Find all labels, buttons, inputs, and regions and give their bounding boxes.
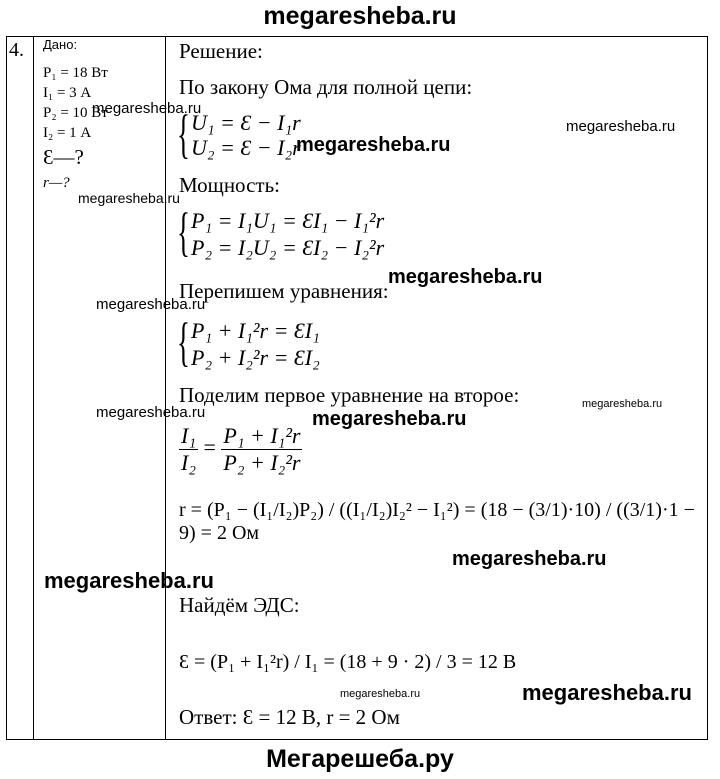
given-i1: I₁ = 3 А xyxy=(43,85,92,101)
given-i2: I₂ = 1 А xyxy=(43,125,92,141)
brace-icon: { xyxy=(177,202,190,262)
solution-title: Решение: xyxy=(179,39,263,63)
divide-label: Поделим первое уравнение на второе: xyxy=(179,383,520,407)
site-header: megaresheba.ru xyxy=(263,2,457,30)
eq-u2: U₂ = Ɛ − I₂r xyxy=(191,135,301,160)
eq-u1: U₁ = Ɛ − I₁r xyxy=(191,110,301,135)
watermark: megaresheba.ru xyxy=(582,398,663,410)
watermark: megaresheba.ru xyxy=(312,408,467,430)
ratio-rhs-numerator: P₁ + I₁²r xyxy=(223,423,301,448)
watermark: megaresheba.ru xyxy=(296,134,451,156)
task-number: 4. xyxy=(9,39,24,61)
watermark: megaresheba.ru xyxy=(92,100,202,117)
watermark: megaresheba.ru xyxy=(340,688,421,700)
column-divider xyxy=(165,37,166,739)
watermark: megaresheba.ru xyxy=(96,296,206,313)
given-p2: P₂ = 10 Вт xyxy=(43,105,108,121)
watermark: megaresheba.ru xyxy=(388,266,543,288)
watermark: megaresheba.ru xyxy=(96,404,206,421)
emf-expression: Ɛ = (P₁ + I₁²r) / I₁ = (18 + 9 · 2) / 3 = 12 В xyxy=(179,651,517,673)
ohm-law-label: По закону Ома для полной цепи: xyxy=(179,75,473,99)
brace-icon: { xyxy=(177,104,190,164)
ratio-lhs-denominator: I₂ xyxy=(181,450,196,475)
given-p1: P₁ = 18 Вт xyxy=(43,65,108,81)
ratio-equation: $\frac{\text{I₁}}{\text{I₂}}$ = $\frac{\text{P₁ + I₁²r}}{\text{P₂ + I₂²r}}$ xyxy=(181,423,301,475)
r-expression: r = (P₁ − (I₁/I₂)P₂) / ((I₁/I₂)I₂² − I₁²) = (18 − (3/1)·10) / ((3/1)·1 − 9) = 2 Ом xyxy=(179,499,695,544)
watermark: megaresheba.ru xyxy=(452,548,607,570)
given-find-emf: Ɛ—? xyxy=(43,145,84,169)
find-emf-label: Найдём ЭДС: xyxy=(179,593,300,617)
watermark: megaresheba.ru xyxy=(566,118,676,135)
ratio-rhs-denominator: P₂ + I₂²r xyxy=(223,450,301,475)
given-title: Дано: xyxy=(43,37,78,52)
power-label: Мощность: xyxy=(179,173,280,197)
given-find-r: r—? xyxy=(43,175,70,191)
watermark: megaresheba.ru xyxy=(78,190,180,206)
eq-rw2: P₂ + I₂²r = ƐI₂ xyxy=(191,345,320,370)
column-divider xyxy=(33,37,34,739)
site-footer: Мегарешеба.ру xyxy=(266,745,454,773)
eq-p2: P₂ = I₂U₂ = ƐI₂ − I₂²r xyxy=(191,235,385,260)
answer: Ответ: Ɛ = 12 В, r = 2 Ом xyxy=(179,705,400,729)
ratio-lhs-numerator: I₁ xyxy=(181,423,196,448)
brace-icon: { xyxy=(177,312,190,372)
watermark: megaresheba.ru xyxy=(44,568,214,593)
eq-rw1: P₁ + I₁²r = ƐI₁ xyxy=(191,318,320,343)
watermark: megaresheba.ru xyxy=(522,680,692,705)
eq-p1: P₁ = I₁U₁ = ƐI₁ − I₁²r xyxy=(191,208,385,233)
rewrite-label: Перепишем уравнения: xyxy=(179,279,389,303)
